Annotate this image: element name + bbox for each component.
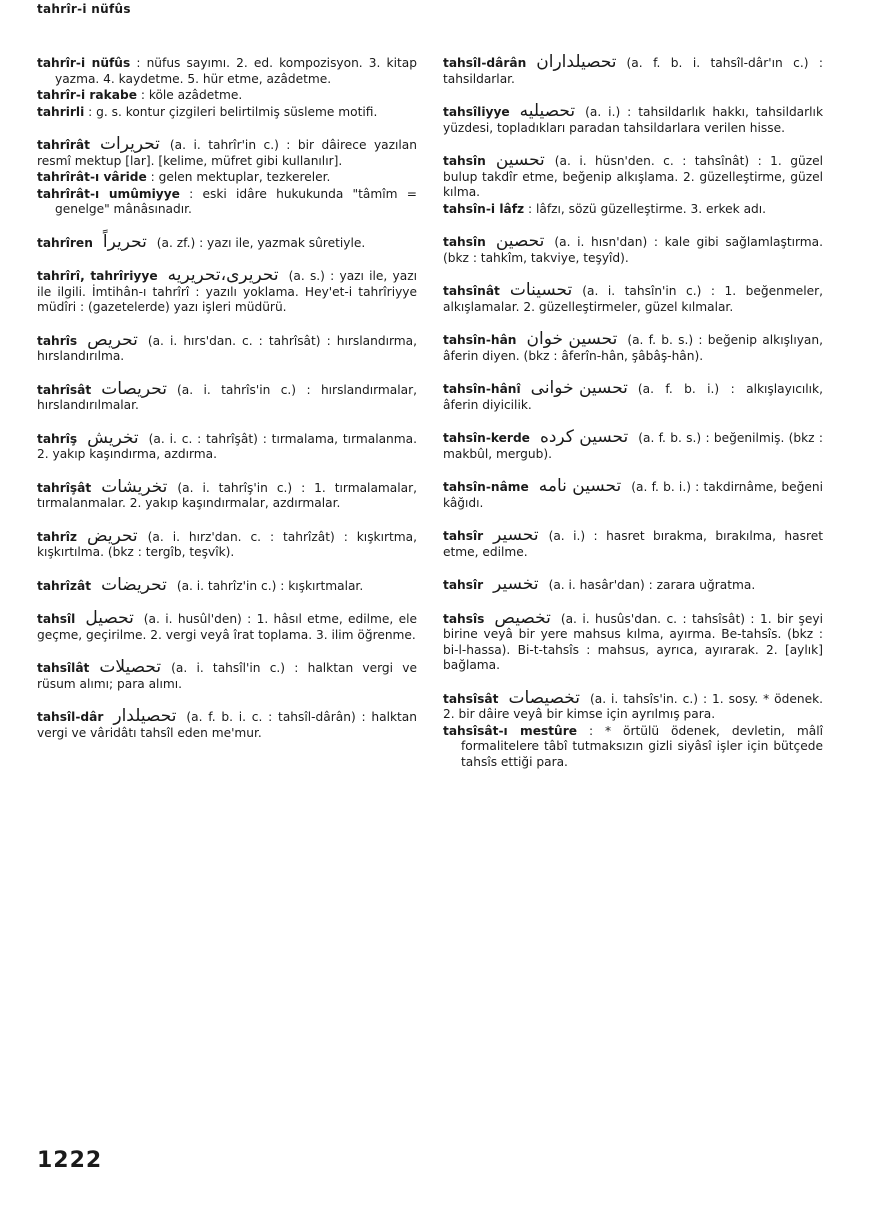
entry-definition: : g. s. kontur çizgileri belirtilmiş süsleme motifi. [84,104,378,119]
entry-headword: tahsîn-hân [443,333,517,347]
entry-arabic-script: تحريضات [101,574,167,595]
entry-headword: tahsîn-nâme [443,480,529,494]
entry-definition: (a. i. tahsîl'in c.) : halktan vergi ve rüsum alımı; para alımı. [37,661,417,691]
entry-definition: (a. i.) : hasret bırakma, bırakılma, hasret etme, edilme. [443,529,823,559]
entry-definition: (a. i. husûs'dan. c. : tahsîsât) : 1. bir şeyi birine veyâ bir yere mahsus kılma, ayırma. Be-tahsîs. (bkz : bi-l-hassa). Bi-t-tahsîs : mahsus, ayrıca, ayırarak. 2. [aylık] bağlama. [443,611,823,672]
entry-headword: tahrîren [37,235,93,250]
entry-definition: (a. i. tahrîr'in c.) : bir dâirece yazılan resmî mektup [lar]. [kelime, müfret gibi kullanılır]. [37,138,417,168]
entry-headword: tahsîl-dâr [37,710,104,724]
entry-headword: tahsîlât [37,661,90,675]
entry-definition: (a. i. hüsn'den. c. : tahsînât) : 1. güzel bulup takdîr etme, beğenip alkışlama. 2. güzelleştirme, güzel kılma. [443,154,823,199]
dictionary-entry [37,476,417,512]
dictionary-entry [443,724,823,771]
entry-definition: (a. i. hasâr'dan) : zarara uğratma. [548,578,756,592]
entry-arabic-script: تحصين [495,231,545,251]
dictionary-entry [443,280,823,315]
entry-headword: tahsîr [443,529,484,543]
entry-arabic-script: تحريرى،تحريريه [167,265,279,285]
entry-arabic-script: تحسين خوانى [530,378,628,398]
entry-headword: tahsîsât-ı mestûre [443,723,578,738]
dictionary-entry [443,427,823,462]
entry-definition: (a. i.) : tahsildarlık hakkı, tahsildarlık yüzdesi, topladıkları paradan tahsildarlara verilen hisse. [443,105,823,135]
dictionary-entry [37,134,417,169]
entry-definition: : * örtülü ödenek, devletin, mâlî formalitelere tâbî tutmaksızın gizli siyâsî işler için bütçede tahsîs ettiği para. [461,723,823,769]
entry-headword: tahsîs [443,611,485,626]
entry-headword: tahrîzât [37,578,92,593]
entry-arabic-script: تخريشات [101,476,168,497]
dictionary-entry [443,101,823,136]
entry-headword: tahrîrât [37,138,90,152]
entry-arabic-script: تحسينات [509,280,573,300]
entry-definition: (a. i. c. : tahrîşât) : tırmalama, tırmalanma. 2. yakıp kaşındırma, azdırma. [37,431,417,461]
dictionary-entry [37,265,417,316]
entry-definition: (a. i. hırz'dan. c. : tahrîzât) : kışkırtma, kışkırtılma. (bkz : tergîb, teşvîk). [37,529,417,559]
entry-definition: (a. i. hırs'dan. c. : tahrîsât) : hırslandırma, hırslandırılma. [37,333,417,363]
entry-definition: (a. f. b. i.) : takdirnâme, beğeni kâğıdı. [443,480,823,510]
entry-definition: (a. i. husûl'den) : 1. hâsıl etme, edilme, ele geçme, geçirilme. 2. vergi veyâ îrat toplama. 3. ilim öğrenme. [37,612,417,642]
dictionary-entry [37,329,417,365]
dictionary-entry [37,525,417,561]
entry-headword: tahrîş [37,431,78,446]
entry-headword: tahrîr-i rakabe [37,88,137,102]
entry-headword: tahrîrât-ı vâride [37,170,147,184]
entry-headword: tahsîr [443,578,484,592]
entry-definition: : nüfus sayımı. 2. ed. kompozisyon. 3. kitap yazma. 4. kaydetme. 5. hür etme, azâdetme. [55,56,417,86]
entry-definition: (a. i. tahrîs'in c.) : hırslandırmalar, hırslandırılmalar. [37,382,417,412]
entry-headword: tahrîz [37,529,78,544]
entry-definition: (a. s.) : yazı ile, yazı ile ilgili. İmtihân-ı tahrîrî : yazılı yoklama. Hey'et-i tahrîriyye müdîri : (gazetelerde) yazı işleri müdürü. [37,269,417,314]
entry-arabic-script: تخصيص [494,607,551,628]
entry-arabic-script: تحريصات [101,378,167,399]
entry-arabic-script: تحريض [87,525,138,546]
dictionary-entry [443,574,823,594]
dictionary-entry [37,56,417,87]
entry-definition: : eski idâre hukukunda "tâmîm = genelge" mânâsınadır. [55,186,417,216]
entry-arabic-script: تحسين [495,150,545,170]
page-number: 1222 [37,1148,103,1173]
entry-arabic-script: تحصيلداران [536,52,617,72]
entry-headword: tahrîs [37,333,78,348]
entry-definition: (a. f. b. s.) : beğenilmiş. (bkz : makbûl, mergub). [443,431,823,461]
entry-arabic-script: تخسير [493,574,539,594]
right-column [443,52,823,770]
entry-definition: (a. i. tahrîz'in c.) : kışkırtmalar. [176,578,364,593]
entry-definition: (a. f. b. i. c. : tahsîl-dârân) : halktan vergi ve vâridâtı tahsîl eden me'mur. [37,710,417,740]
dictionary-entry [443,52,823,87]
dictionary-entry [443,378,823,413]
entry-headword: tahsînât [443,284,500,298]
entry-definition: (a. f. b. i. tahsîl-dâr'ın c.) : tahsildarlar. [443,56,823,86]
left-column [37,55,417,741]
entry-arabic-script: تحسين نامه [538,476,622,496]
entry-arabic-script: تحصيليه [519,101,576,121]
entry-headword: tahsîn [443,235,486,249]
dictionary-entry [443,329,823,364]
dictionary-entry [443,525,823,560]
entry-headword: tahrîr-i nüfûs [37,56,131,70]
entry-headword: tahsîsât [443,691,499,706]
dictionary-entry [37,231,417,252]
entry-definition: : lâfzı, sözü güzelleştirme. 3. erkek adı. [524,201,767,216]
entry-arabic-script: تحريرات [99,134,160,154]
entry-headword: tahrîrât-ı umûmiyye [37,186,180,201]
dictionary-entry [443,150,823,201]
entry-headword: tahsîl-dârân [443,56,527,70]
entry-arabic-script: تحصيلدار [113,706,177,726]
entry-headword: tahsîn-hânî [443,382,521,396]
entry-definition: (a. i. tahsîn'in c.) : 1. beğenmeler, alkışlamalar. 2. güzelleştirmeler, güzel kılmalar. [443,284,823,314]
dictionary-entry [37,105,417,121]
entry-definition: (a. f. b. i.) : alkışlayıcılık, âferin diyicilik. [443,382,823,412]
running-head: tahrîr-i nüfûs [37,2,131,16]
dictionary-entry [443,231,823,266]
entry-arabic-script: تحصيل [85,608,134,628]
dictionary-entry [37,657,417,692]
entry-arabic-script: تحصيلات [99,657,162,677]
dictionary-entry [37,608,417,643]
dictionary-entry [37,574,417,595]
entry-arabic-script: تحسير [493,525,539,545]
dictionary-entry [37,170,417,186]
entry-headword: tahsîn-kerde [443,431,530,445]
entry-headword: tahrîsât [37,382,92,397]
dictionary-entry [443,202,823,218]
entry-arabic-script: تحسين خوان [526,329,618,349]
entry-arabic-script: تخريش [87,427,139,448]
entry-arabic-script: تخصيصات [508,687,580,708]
entry-headword: tahrîrî, tahrîriyye [37,269,158,283]
entry-arabic-script: تحسين كرده [539,427,629,447]
entry-definition: (a. i. hısn'dan) : kale gibi sağlamlaştırma. (bkz : tahkîm, takviye, teşyîd). [443,235,823,265]
entry-headword: tahsîliyye [443,105,510,119]
dictionary-entry [443,476,823,511]
entry-headword: tahrîşât [37,480,92,495]
entry-headword: tahrirli [37,104,85,119]
entry-definition: : köle azâdetme. [136,88,243,102]
entry-definition: (a. i. tahsîs'in. c.) : 1. sosy. * ödenek. 2. bir dâire veyâ bir kimse için ayrılmış para. [443,691,823,721]
entry-definition: (a. f. b. s.) : beğenip alkışlıyan, âferin diyen. (bkz : âferîn-hân, şâbâş-hân). [443,333,823,363]
entry-headword: tahsîl [37,612,76,626]
dictionary-entry [443,687,823,723]
dictionary-entry [37,706,417,741]
dictionary-entry [443,607,823,674]
dictionary-entry [37,88,417,104]
entry-arabic-script: تحريص [87,329,138,350]
entry-arabic-script: تحريراً [102,231,147,252]
entry-definition: (a. zf.) : yazı ile, yazmak sûretiyle. [156,235,366,250]
entry-headword: tahsîn [443,154,486,168]
entry-headword: tahsîn-i lâfz [443,201,525,216]
entry-definition: : gelen mektuplar, tezkereler. [146,170,331,184]
dictionary-entry [37,187,417,218]
entry-definition: (a. i. tahrîş'in c.) : 1. tırmalamalar, tırmalanmalar. 2. yakıp kaşındırmalar, azdırmalar. [37,480,417,510]
dictionary-entry [37,378,417,414]
dictionary-entry [37,427,417,463]
